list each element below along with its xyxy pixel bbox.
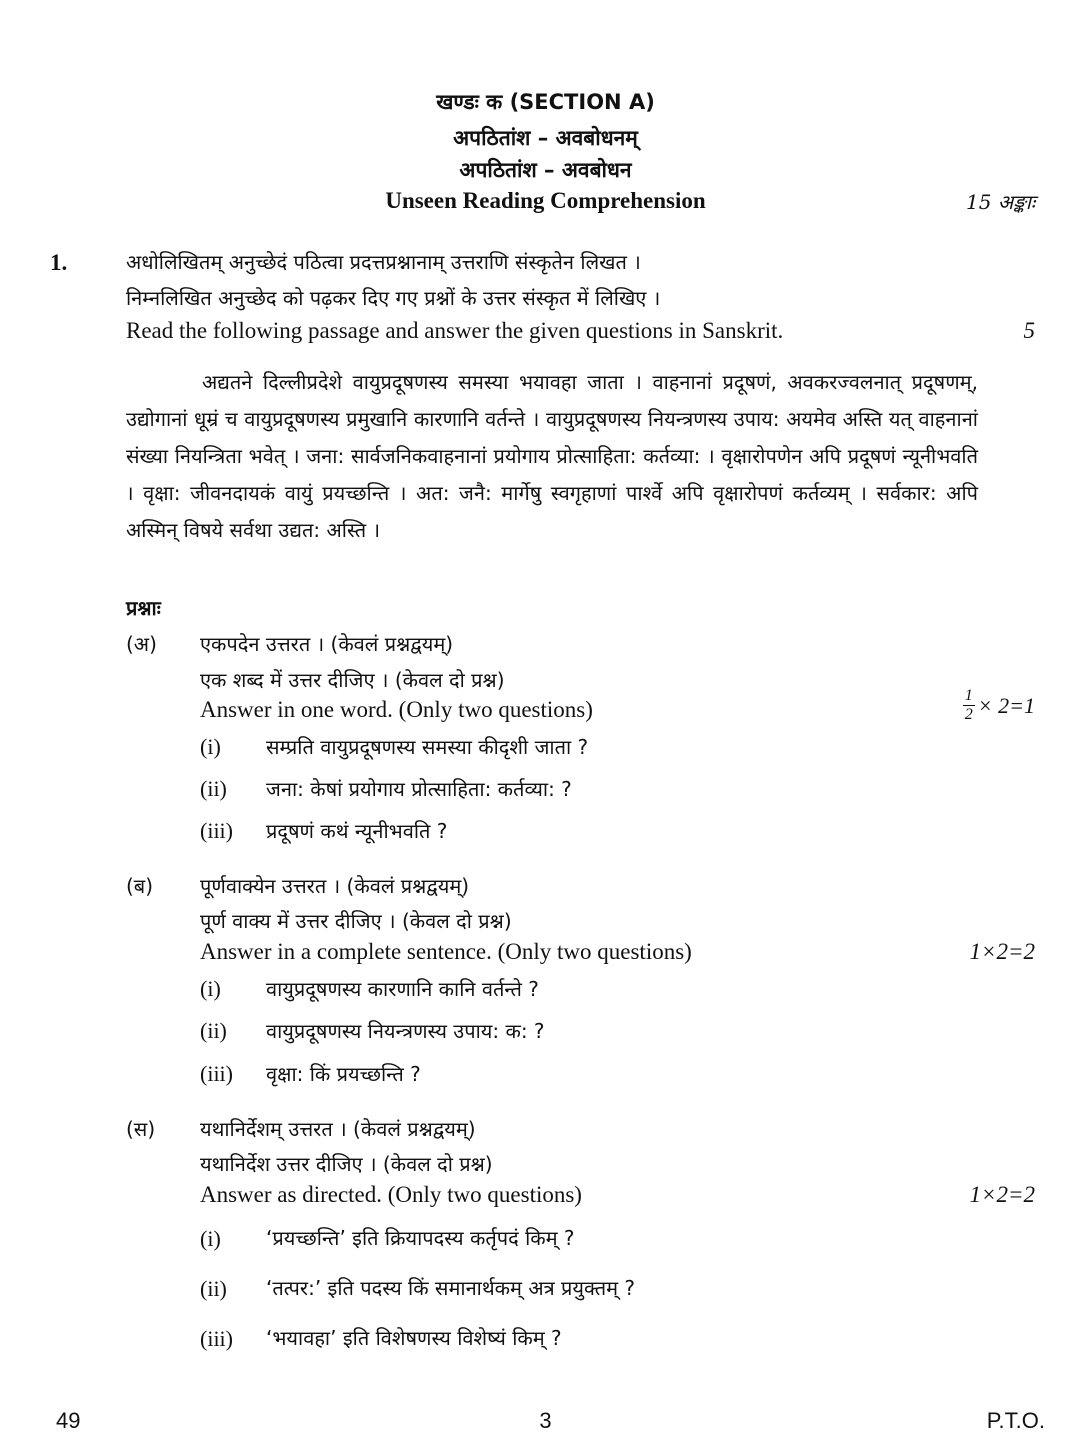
part-b-item-num: (iii) (200, 1061, 233, 1086)
instruction-english: Read the following passage and answer the given questions in Sanskrit. (126, 318, 784, 343)
part-b-instruction-sanskrit: पूर्णवाक्येन उत्तरत । (केवलं प्रश्नद्वयम्) (200, 874, 470, 898)
part-b-item-text: वायुप्रदूषणस्य नियन्त्रणस्य उपाय: क: ? (266, 1019, 545, 1043)
part-b-item-text: वायुप्रदूषणस्य कारणानि कानि वर्तन्ते ? (266, 977, 539, 1001)
questions-label: प्रश्नाः (126, 596, 161, 620)
part-b-instruction-hindi: पूर्ण वाक्य में उत्तर दीजिए । (केवल दो प्रश्न) (200, 909, 512, 933)
part-a-marks (963, 687, 1035, 724)
part-c-instruction-english: Answer as directed. (Only two questions) (200, 1182, 582, 1207)
part-c-marks: 1×2=2 (969, 1182, 1035, 1207)
part-a-item-num: (ii) (200, 776, 227, 801)
part-a-item-num: (i) (200, 734, 221, 759)
instruction-hindi: निम्नलिखित अनुच्छेद को पढ़कर दिए गए प्रश्नों के उत्तर संस्कृत में लिखिए । (126, 286, 661, 310)
part-a-marks-rest: × 2=1 (977, 692, 1035, 718)
part-a-instruction-sanskrit: एकपदेन उत्तरत । (केवलं प्रश्नद्वयम्) (200, 632, 454, 656)
heading-sanskrit: अपठितांश – अवबोधनम् (453, 126, 638, 150)
part-c-item-num: (iii) (200, 1326, 233, 1351)
part-b-label: (ब) (126, 874, 154, 898)
part-a-marks-numerator: 1 (964, 687, 973, 704)
part-c-item-num: (ii) (200, 1276, 227, 1301)
part-a-item-num: (iii) (200, 818, 233, 843)
part-c-instruction-sanskrit: यथानिर्देशम् उत्तरत । (केवलं प्रश्नद्वयम्) (200, 1117, 476, 1141)
section-title: खण्डः क (SECTION A) (436, 90, 655, 114)
part-b-item-text: वृक्षा: किं प्रयच्छन्ति ? (266, 1062, 421, 1086)
footer-page-number: 3 (539, 1408, 552, 1433)
part-a-marks-denominator: 2 (964, 706, 973, 723)
footer-code: 49 (56, 1408, 81, 1433)
heading-english: Unseen Reading Comprehension (385, 188, 706, 213)
part-c-item-num: (i) (200, 1226, 221, 1251)
part-c-instruction-hindi: यथानिर्देश उत्तर दीजिए । (केवल दो प्रश्न) (200, 1152, 493, 1176)
part-a-item-text: जना: केषां प्रयोगाय प्रोत्साहिता: कर्तव्या: ? (266, 777, 572, 801)
section-marks: 15 अङ्काः (966, 190, 1035, 214)
part-a-instruction-hindi: एक शब्द में उत्तर दीजिए । (केवल दो प्रश्न) (200, 668, 505, 692)
instruction-sanskrit: अधोलिखितम् अनुच्छेदं पठित्वा प्रदत्तप्रश्नानाम् उत्तराणि संस्कृतेन लिखत । (126, 250, 641, 274)
passage: अद्यतने दिल्लीप्रदेशे वायुप्रदूषणस्य समस्या भयावहा जाता । वाहनानां प्रदूषणं, अवकरज्वलनात् प्रदूषणम्, उद्योगानां धूम्रं च वायुप्रदूषणस्य प्रमुखानि कारणानि वर्तन्ते । वायुप्रदूषणस्य नियन्त्रणस्य उपाय: अयमेव अस्ति यत् वाहनानां संख्या नियन्त्रिता भवेत् । जना: सार्वजनिकवाहनानां प्रयोगाय प्रोत्साहिता: कर्तव्या: । वृक्षारोपणेन अपि प्रदूषणं न्यूनीभवति । वृक्षा: जीवनदायकं वायुं प्रयच्छन्ति । अत: जनै: मार्गेषु स्वगृहाणां पार्श्वे अपि वृक्षारोपणं कर्तव्यम् । सर्वकार: अपि अस्मिन् विषये सर्वथा उद्यत: अस्ति । (126, 370, 978, 542)
part-b-item-num: (i) (200, 976, 221, 1001)
part-b-item-num: (ii) (200, 1018, 227, 1043)
part-a-item-text: सम्प्रति वायुप्रदूषणस्य समस्या कीदृशी जाता ? (266, 735, 589, 759)
footer-pto: P.T.O. (986, 1408, 1045, 1433)
heading-hindi: अपठितांश – अवबोधन (459, 158, 632, 182)
part-c-item-text: ‘प्रयच्छन्ति’ इति क्रियापदस्य कर्तृपदं किम् ? (266, 1226, 575, 1250)
part-a-marks-fraction (963, 687, 975, 724)
part-c-label: (स) (126, 1117, 156, 1141)
part-a-label: (अ) (126, 632, 157, 656)
part-b-marks: 1×2=2 (969, 939, 1035, 964)
question-number: 1. (50, 250, 68, 275)
part-a-instruction-english: Answer in one word. (Only two questions) (200, 697, 593, 722)
part-c-item-text: ‘तत्पर:’ इति पदस्य किं समानार्थकम् अत्र प्रयुक्तम् ? (266, 1276, 636, 1300)
part-c-item-text: ‘भयावहा’ इति विशेषणस्य विशेष्यं किम् ? (266, 1326, 562, 1350)
part-a-item-text: प्रदूषणं कथं न्यूनीभवति ? (266, 819, 448, 843)
question-marks: 5 (1023, 318, 1035, 343)
part-b-instruction-english: Answer in a complete sentence. (Only two questions) (200, 939, 692, 964)
